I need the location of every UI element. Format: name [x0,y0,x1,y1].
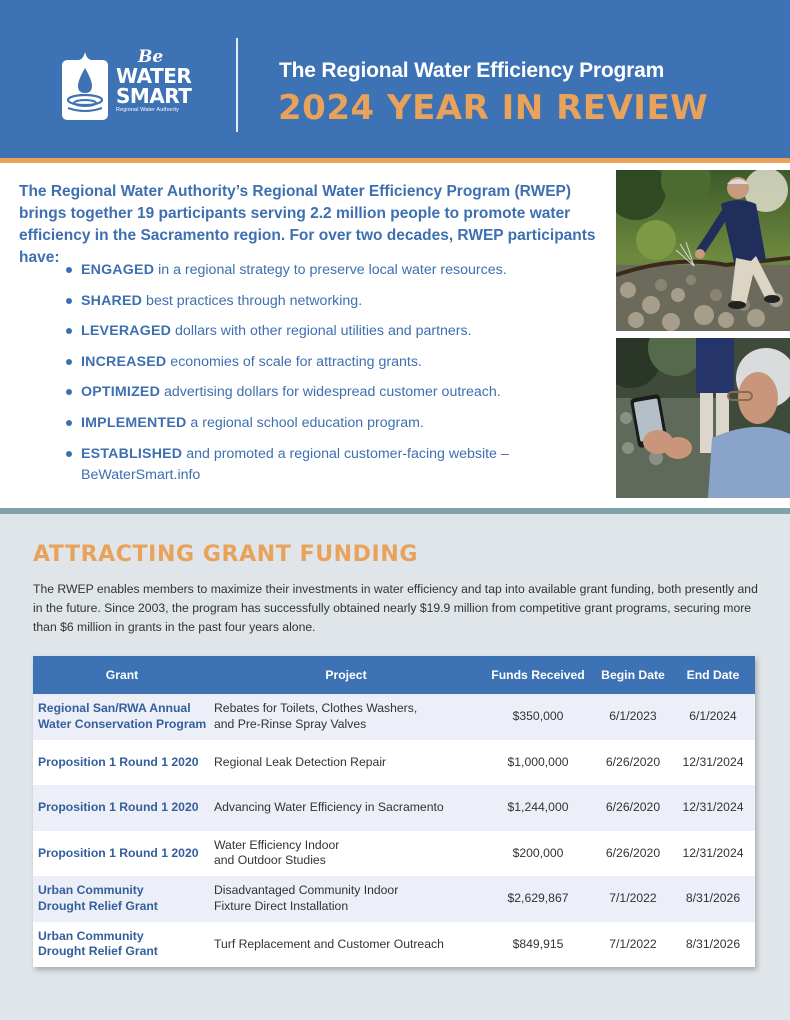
project-cell: Regional Leak Detection Repair [214,754,387,769]
funds-cell: $849,915 [512,936,564,951]
photo-woman-phone [616,338,790,498]
table-header-row [33,656,755,694]
grant-cell: Proposition 1 Round 1 2020 [38,845,199,860]
begin-date-cell: 6/26/2020 [605,754,661,769]
table-row [33,694,755,740]
table-row [33,876,755,922]
table-row [33,785,755,831]
grant-cell: Urban Community Drought Relief Grant [38,928,158,959]
photo-man-sprinkler [616,170,790,331]
accomplishments-list [66,260,586,495]
funds-cell: $1,244,000 [481,785,595,831]
begin-date-cell: 6/26/2020 [595,785,671,831]
header-accent-stripe [0,158,790,163]
end-date-cell: 8/31/2026 [671,876,755,922]
grant-cell: Urban Community Drought Relief Grant [33,876,211,922]
header-subtitle: The Regional Water Efficiency Program [279,59,665,82]
list-item: INCREASED economies of scale for attracting grants. [66,352,586,373]
list-item: OPTIMIZED advertising dollars for widespread customer outreach. [66,382,586,403]
begin-date-cell: 6/26/2020 [605,845,661,860]
grant-cell: Regional San/RWA Annual Water Conservation Program [33,694,211,740]
list-item: ESTABLISHED and promoted a regional customer-facing website – BeWaterSmart.info [66,444,586,486]
intro-paragraph: The Regional Water Authority’s Regional Water Efficiency Program (RWEP) brings together 19 participants serving 2.2 million people to promote water efficiency in the Sacramento region. For over two decades, RWEP participants have: [19,183,596,266]
list-item: IMPLEMENTED a regional school education program. [66,413,586,434]
table-row [33,922,755,968]
end-date-cell: 6/1/2024 [671,694,755,740]
page-header [0,0,790,158]
logo-smart: SMART [116,84,192,108]
funds-cell: $350,000 [481,694,595,740]
funds-cell: $200,000 [512,845,564,860]
logo-be: Be [138,47,164,67]
section-paragraph: The RWEP enables members to maximize their investments in water efficiency and tap into available grant funding, both presently and in the future. Since 2003, the program has successfully obtained nearly $19.9 million from competitive grant programs, securing more than $6 million in grants in the past four years alone. [33,582,758,634]
end-date-cell: 8/31/2026 [685,936,741,951]
list-item: ENGAGED in a regional strategy to preserve local water resources. [66,260,586,281]
grant-cell: Proposition 1 Round 1 2020 [38,754,199,769]
end-date-cell: 12/31/2024 [682,754,744,769]
be-water-smart-logo [58,48,198,122]
end-date-cell: 12/31/2024 [682,845,744,860]
column-header-grant: Grant [33,656,211,694]
begin-date-cell: 7/1/2022 [609,936,657,951]
logo-subtitle: Regional Water Authority [116,107,180,113]
funds-cell: $2,629,867 [481,876,595,922]
project-cell: Rebates for Toilets, Clothes Washers, and Pre-Rinse Spray Valves [211,694,481,740]
funds-cell: $1,000,000 [507,754,569,769]
column-header-begin: Begin Date [595,656,671,694]
begin-date-cell: 6/1/2023 [595,694,671,740]
begin-date-cell: 7/1/2022 [595,876,671,922]
logo-wordmark [116,48,191,113]
project-cell: Turf Replacement and Customer Outreach [214,936,444,951]
page-title: 2024 YEAR IN REVIEW [278,88,709,128]
project-cell: Disadvantaged Community Indoor Fixture Direct Installation [211,876,481,922]
header-divider [236,38,238,132]
column-header-end: End Date [671,656,755,694]
grant-table [33,656,755,967]
list-item: SHARED best practices through networking. [66,291,586,312]
project-cell: Water Efficiency Indoor and Outdoor Studies [214,837,340,868]
column-header-project: Project [211,656,481,694]
section-title: ATTRACTING GRANT FUNDING [33,542,418,567]
column-header-funds: Funds Received [481,656,595,694]
project-cell: Advancing Water Efficiency in Sacramento [211,785,481,831]
end-date-cell: 12/31/2024 [671,785,755,831]
table-row [33,831,755,877]
logo-water: WATER [116,64,192,88]
grant-cell: Proposition 1 Round 1 2020 [33,785,211,831]
table-row [33,740,755,786]
list-item: LEVERAGED dollars with other regional utilities and partners. [66,321,586,342]
water-drop-icon [58,48,112,120]
